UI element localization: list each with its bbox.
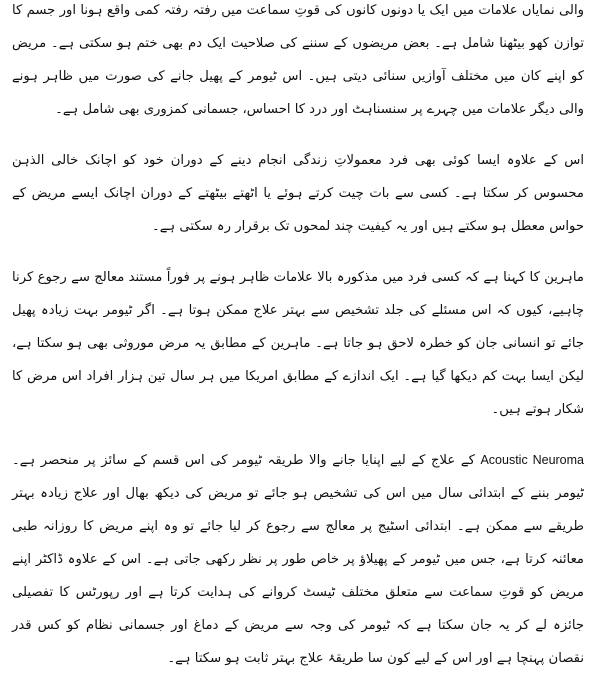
paragraph-treatment [12,444,584,675]
paragraph-text: کے علاج کے لیے اپنایا جانے والا طریقہ ٹیومر کی اس قسم کے سائز پر منحصر ہے۔ ٹیومر بننے کے ابتدائی سال میں اس کی تشخیص ہو جائے تو مریض کی دیکھ بھال اور علاج زیادہ بہتر طریقے سے ممکن ہے۔ ابتدائی اسٹیج پر معالج سے رجوع کر لیا جائے تو وہ اپنے مریض کا روزانہ طبی معائنہ کرتا ہے، جس میں ٹیومر کے پھیلاؤ پر خاص طور پر نظر رکھی جاتی ہے۔ اس کے علاوہ ڈاکٹر اپنے مریض کو قوتِ سماعت سے متعلق مختلف ٹیسٹ کروانے کی ہدایت کرتا ہے اور رپورٹس کا تفصیلی جائزہ لے کر یہ جان سکتا ہے کہ ٹیومر کی وجہ سے مریض کے دماغ اور جسمانی نظام کو کس قدر نقصان پہنچا ہے اور اس کے لیے کون سا طریقۂ علاج بہتر ثابت ہو سکتا ہے۔ [12,453,584,666]
paragraph-text: اس کے علاوہ ایسا کوئی بھی فرد معمولاتِ زندگی انجام دینے کے دوران خود کو اچانک خالی الذہن محسوس کر سکتا ہے۔ کسی سے بات چیت کرتے ہوئے یا اٹھتے بیٹھتے کے دوران اچانک ایسے مریض کے حواس معطل ہو سکتے ہیں اور یہ کیفیت چند لمحوں تک برقرار رہ سکتی ہے۔ [12,153,584,234]
paragraph-text: ماہرین کا کہنا ہے کہ کسی فرد میں مذکورہ بالا علامات ظاہر ہونے پر فوراً مستند معالج سے رجوع کرنا چاہیے، کیوں کہ اس مسئلے کی جلد تشخیص سے بہتر علاج ممکن ہوتا ہے۔ اگر ٹیومر بہت زیادہ پھیل جائے تو انسانی جان کو خطرہ لاحق ہو جاتا ہے۔ ماہرین کے مطابق یہ مرض موروثی بھی ہو سکتا ہے، لیکن ایسا بہت کم دیکھا گیا ہے۔ ایک اندازے کے مطابق امریکا میں ہر سال تین ہزار افراد اس مرض کا شکار ہوتے ہیں۔ [12,270,584,417]
paragraph-text: والی نمایاں علامات میں ایک یا دونوں کانوں کی قوتِ سماعت میں رفتہ رفتہ کمی واقع ہونا اور جسم کا توازن کھو بیٹھنا شامل ہے۔ بعض مریضوں کے سننے کی صلاحیت ایک دم بھی ختم ہو سکتی ہے۔ مریض کو اپنے کان میں مختلف آوازیں سنائی دیتی ہیں۔ اس ٹیومر کے پھیل جانے کی صورت میں ظاہر ہونے والی دیگر علامات میں چہرے پر سنسناہٹ اور درد کا احساس، جسمانی کمزوری بھی شامل ہے۔ [12,3,584,117]
paragraph-symptoms [12,0,584,126]
term-acoustic-neuroma: Acoustic Neuroma [480,453,584,467]
paragraph-absent-mindedness [12,144,584,243]
paragraph-experts-advice [12,261,584,426]
